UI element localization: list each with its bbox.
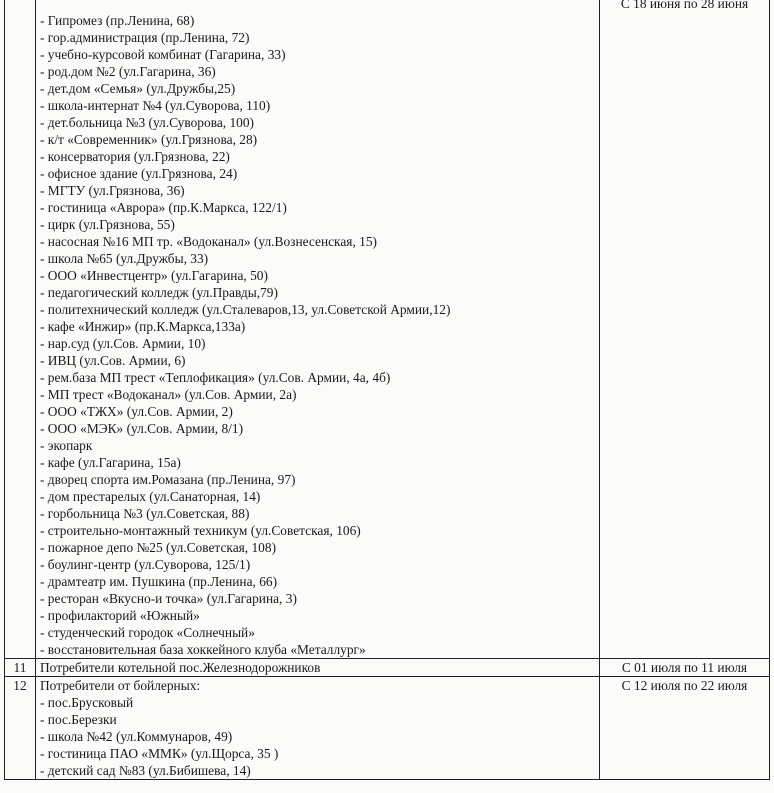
list-item: - дет.больница №3 (ул.Суворова, 100) xyxy=(40,115,255,130)
list-item: - экопарк xyxy=(40,438,93,453)
outage-period: С 01 июля по 11 июля xyxy=(600,659,770,677)
consumer-header: Потребители котельной пос.Железнодорожников xyxy=(36,659,600,677)
list-item: - гостиница «Аврора» (пр.К.Маркса, 122/1) xyxy=(40,200,287,215)
consumer-list xyxy=(36,0,600,659)
list-item: - школа №65 (ул.Дружбы, 33) xyxy=(40,251,209,266)
list-item: - ООО «ТЖХ» (ул.Сов. Армии, 2) xyxy=(40,404,233,419)
list-item: - восстановительная база хоккейного клуба «Металлург» xyxy=(40,642,366,657)
list-item: - МГТУ (ул.Грязнова, 36) xyxy=(40,183,185,198)
list-item: - горбольница №3 (ул.Советская, 88) xyxy=(40,506,250,521)
list-item: - дворец спорта им.Ромазана (пр.Ленина, 97) xyxy=(40,472,296,487)
list-item: - дом престарелых (ул.Санаторная, 14) xyxy=(40,489,261,504)
list-item: - боулинг-центр (ул.Суворова, 125/1) xyxy=(40,557,251,572)
list-item: - ИВЦ (ул.Сов. Армии, 6) xyxy=(40,353,186,368)
list-item: - педагогический колледж (ул.Правды,79) xyxy=(40,285,278,300)
consumer-header: Потребители от бойлерных: xyxy=(40,678,201,693)
list-item: - Гипромез (пр.Ленина, 68) xyxy=(40,13,195,28)
list-item: - драмтеатр им. Пушкина (пр.Ленина, 66) xyxy=(40,574,278,589)
list-item: - школа-интернат №4 (ул.Суворова, 110) xyxy=(40,98,271,113)
list-item: - консерватория (ул.Грязнова, 22) xyxy=(40,149,230,164)
list-item: - строительно-монтажный техникум (ул.Советская, 106) xyxy=(40,523,361,538)
list-item: - цирк (ул.Грязнова, 55) xyxy=(40,217,175,232)
list-item: - профилакторий «Южный» xyxy=(40,608,200,623)
list-item: - учебно-курсовой комбинат (Гагарина, 33) xyxy=(40,47,286,62)
list-item: - рем.база МП трест «Теплофикация» (ул.Сов. Армии, 4а, 4б) xyxy=(40,370,391,385)
list-item: - дет.дом «Семья» (ул.Дружбы,25) xyxy=(40,81,236,96)
list-item: - род.дом №2 (ул.Гагарина, 36) xyxy=(40,64,216,79)
list-item: - кафе «Инжир» (пр.К.Маркса,133а) xyxy=(40,319,246,334)
list-item: - нар.суд (ул.Сов. Армии, 10) xyxy=(40,336,206,351)
outage-schedule-table xyxy=(4,0,770,780)
list-item: - политехнический колледж (ул.Сталеваров,13, ул.Советской Армии,12) xyxy=(40,302,451,317)
list-item: - студенческий городок «Солнечный» xyxy=(40,625,255,640)
table-row-12 xyxy=(5,677,770,780)
table-row-continuation xyxy=(5,0,770,659)
list-item: - кафе (ул.Гагарина, 15а) xyxy=(40,455,181,470)
list-item: - гор.администрация (пр.Ленина, 72) xyxy=(40,30,250,45)
list-item: - насосная №16 МП тр. «Водоканал» (ул.Вознесенская, 15) xyxy=(40,234,378,249)
list-item: - офисное здание (ул.Грязнова, 24) xyxy=(40,166,238,181)
row-number: 12 xyxy=(5,677,36,780)
list-item xyxy=(40,0,595,12)
row-number: 11 xyxy=(5,659,36,677)
list-item: - к/т «Современник» (ул.Грязнова, 28) xyxy=(40,132,258,147)
list-item: - детский сад №83 (ул.Бибишева, 14) xyxy=(40,763,251,778)
list-item: - пожарное депо №25 (ул.Советская, 108) xyxy=(40,540,277,555)
list-item: - ООО «Инвестцентр» (ул.Гагарина, 50) xyxy=(40,268,268,283)
outage-period: С 12 июля по 22 июля xyxy=(600,677,770,780)
list-item: - школа №42 (ул.Коммунаров, 49) xyxy=(40,729,233,744)
outage-period: С 18 июня по 28 июня xyxy=(600,0,770,659)
list-item: - гостиница ПАО «ММК» (ул.Щорса, 35 ) xyxy=(40,746,279,761)
list-item: - пос.Брусковый xyxy=(40,695,134,710)
list-item: - ООО «МЭК» (ул.Сов. Армии, 8/1) xyxy=(40,421,244,436)
list-item: - МП трест «Водоканал» (ул.Сов. Армии, 2а) xyxy=(40,387,297,402)
table-row-11 xyxy=(5,659,770,677)
list-item: - ресторан «Вкусно-и точка» (ул.Гагарина, 3) xyxy=(40,591,297,606)
row-number xyxy=(5,0,36,659)
list-item: - пос.Березки xyxy=(40,712,117,727)
consumer-list xyxy=(36,677,600,780)
